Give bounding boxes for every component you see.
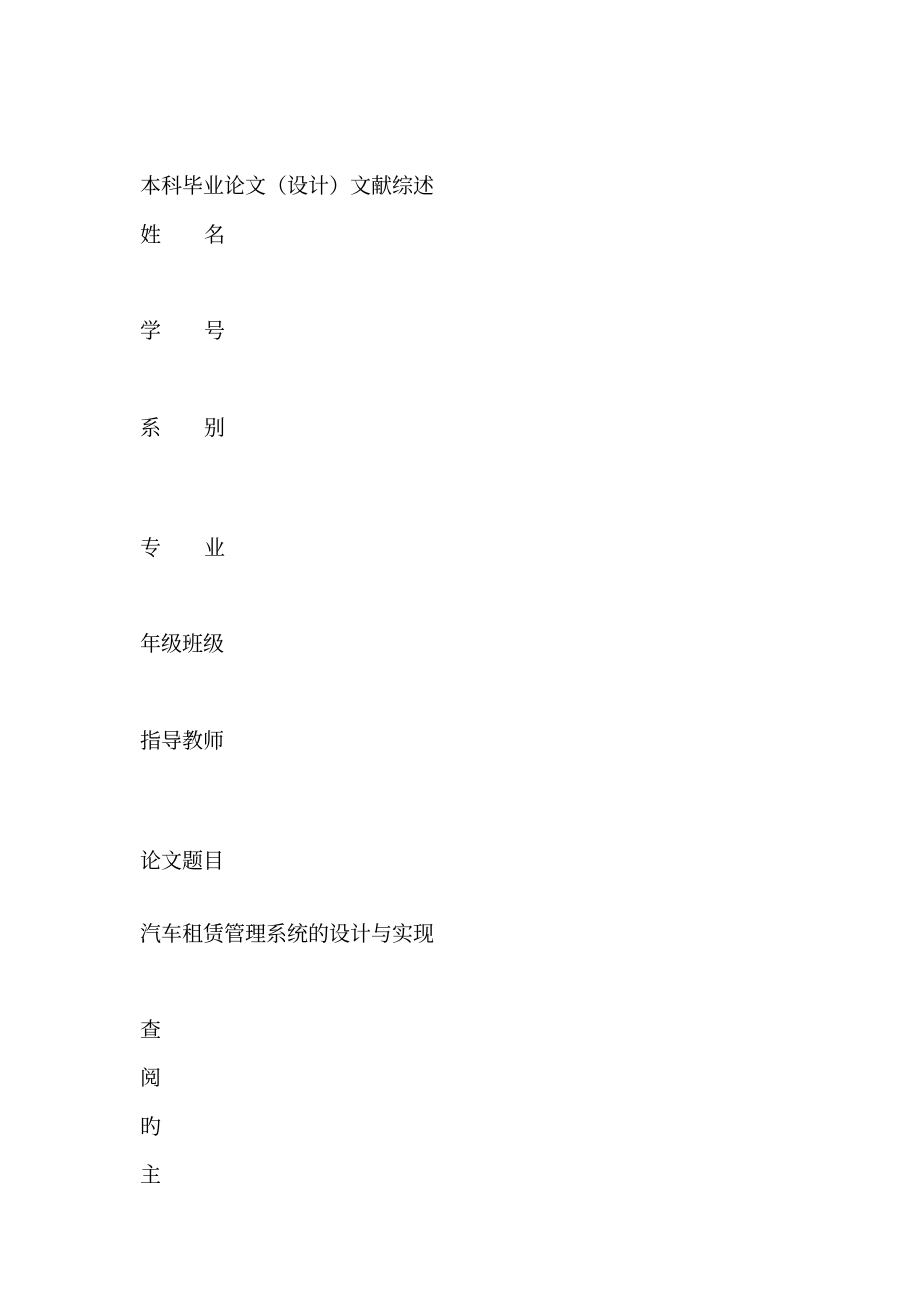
- name-label: [140, 223, 230, 247]
- vertical-label-char-3: 旳: [140, 1115, 161, 1139]
- thesis-title-label: 论文题目: [140, 849, 224, 873]
- student-id-label-char-2: 号: [204, 319, 225, 343]
- department-label-char-2: 别: [204, 416, 225, 440]
- major-label: [140, 536, 230, 560]
- name-label-char-1: 姓: [140, 223, 161, 247]
- name-label-char-2: 名: [204, 223, 225, 247]
- major-label-char-2: 业: [204, 536, 225, 560]
- department-label-char-1: 系: [140, 416, 161, 440]
- student-id-label-char-1: 学: [140, 319, 161, 343]
- major-label-char-1: 专: [140, 536, 161, 560]
- vertical-label-char-4: 主: [140, 1163, 161, 1187]
- vertical-label-char-1: 查: [140, 1018, 161, 1042]
- advisor-label: 指导教师: [140, 729, 224, 753]
- thesis-title: 汽车租赁管理系统的设计与实现: [140, 922, 434, 946]
- grade-class-label: 年级班级: [140, 632, 224, 656]
- document-title: 本科毕业论文（设计）文献综述: [140, 174, 434, 198]
- vertical-label-char-2: 阅: [140, 1066, 161, 1090]
- student-id-label: [140, 319, 230, 343]
- department-label: [140, 416, 230, 440]
